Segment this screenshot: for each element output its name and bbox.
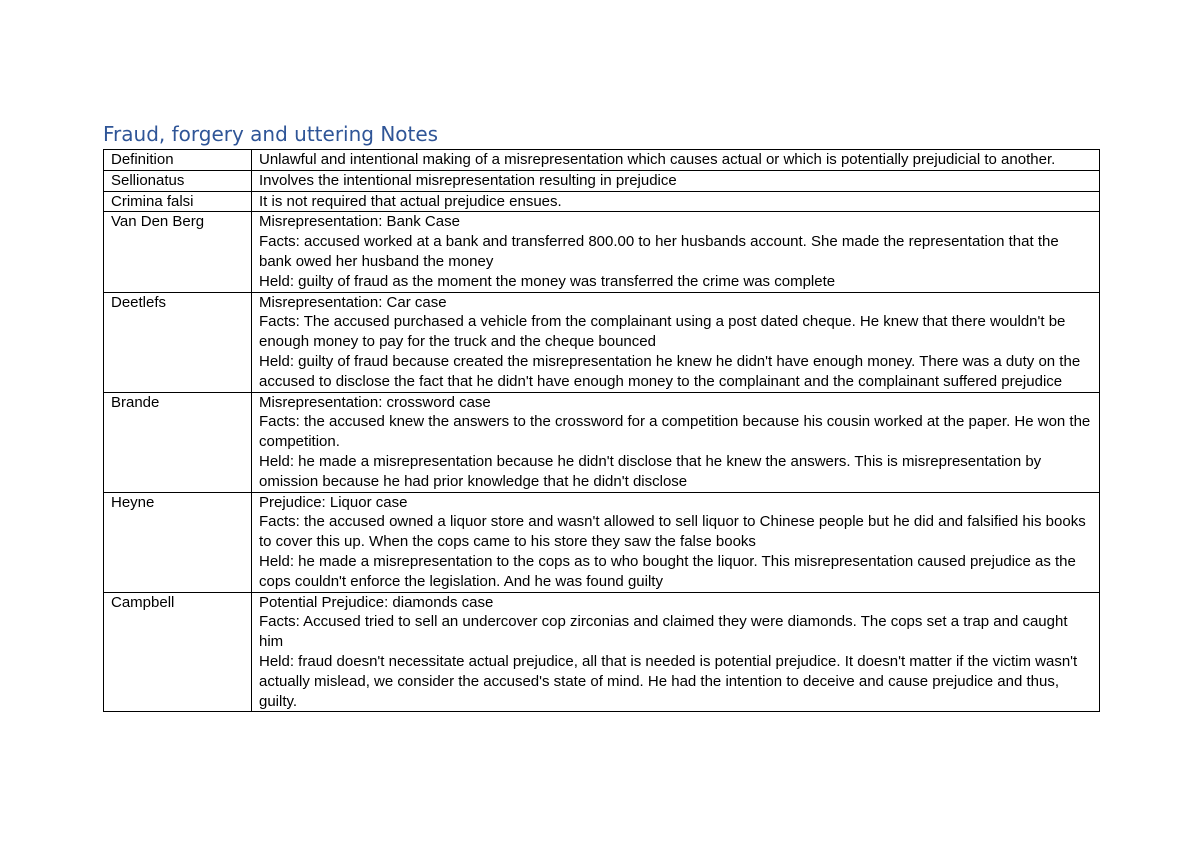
description-line: It is not required that actual prejudice ensues. (259, 192, 562, 210)
table-row (104, 292, 1100, 392)
case-heading: Misrepresentation: crossword case (259, 393, 491, 411)
term-cell: Campbell (104, 592, 252, 712)
description-cell (252, 170, 1100, 191)
case-facts: Facts: The accused purchased a vehicle from the complainant using a post dated cheque. He knew that there wouldn't be enough money to pay for the truck and the cheque bounced (259, 313, 1066, 351)
term-cell: Sellionatus (104, 170, 252, 191)
case-held: Held: he made a misrepresentation to the cops as to who bought the liquor. This misrepresentation caused prejudice as the cops couldn't enforce the legislation. And he was found guilty (259, 552, 1076, 590)
description-cell (252, 492, 1100, 592)
table-row (104, 212, 1100, 292)
case-facts: Facts: Accused tried to sell an undercover cop zirconias and claimed they were diamonds. The cops set a trap and caught him (259, 613, 1068, 651)
description-cell (252, 212, 1100, 292)
notes-table-body (104, 150, 1100, 712)
term-cell: Heyne (104, 492, 252, 592)
case-held: Held: fraud doesn't necessitate actual prejudice, all that is needed is potential prejudice. It doesn't matter if the victim wasn't actually mislead, we consider the accused's state of mind. He had the intention to deceive and cause prejudice and thus, guilty. (259, 652, 1078, 710)
case-facts: Facts: the accused owned a liquor store and wasn't allowed to sell liquor to Chinese people but he did and falsified his books to cover this up. When the cops came to his store they saw the false books (259, 513, 1086, 551)
notes-table (103, 149, 1100, 712)
table-row (104, 170, 1100, 191)
case-heading: Misrepresentation: Car case (259, 293, 447, 311)
term-cell: Deetlefs (104, 292, 252, 392)
document-title: Fraud, forgery and uttering Notes (103, 122, 439, 146)
case-held: Held: guilty of fraud as the moment the money was transferred the crime was complete (259, 272, 836, 290)
description-line: Involves the intentional misrepresentation resulting in prejudice (259, 171, 677, 189)
table-row (104, 592, 1100, 712)
case-heading: Misrepresentation: Bank Case (259, 213, 460, 231)
description-cell (252, 191, 1100, 212)
case-heading: Potential Prejudice: diamonds case (259, 593, 494, 611)
table-row (104, 191, 1100, 212)
description-cell (252, 592, 1100, 712)
table-row (104, 392, 1100, 492)
term-cell: Crimina falsi (104, 191, 252, 212)
term-cell: Van Den Berg (104, 212, 252, 292)
table-row (104, 150, 1100, 171)
case-held: Held: guilty of fraud because created the misrepresentation he knew he didn't have enough money. There was a duty on the accused to disclose the fact that he didn't have enough money to the complainant and the complainant suffered prejudice (259, 352, 1081, 390)
description-line: Unlawful and intentional making of a misrepresentation which causes actual or which is potentially prejudicial to another. (259, 151, 1056, 168)
case-facts: Facts: the accused knew the answers to the crossword for a competition because his cousin worked at the paper. He won the competition. (259, 413, 1091, 451)
term-cell: Definition (104, 150, 252, 171)
description-cell (252, 392, 1100, 492)
table-row (104, 492, 1100, 592)
case-heading: Prejudice: Liquor case (259, 493, 408, 511)
term-cell: Brande (104, 392, 252, 492)
case-held: Held: he made a misrepresentation because he didn't disclose that he knew the answers. This is misrepresentation by omission because he had prior knowledge that he didn't disclose (259, 452, 1042, 490)
description-cell (252, 150, 1100, 171)
case-facts: Facts: accused worked at a bank and transferred 800.00 to her husbands account. She made the representation that the bank owed her husband the money (259, 233, 1059, 270)
description-cell (252, 292, 1100, 392)
